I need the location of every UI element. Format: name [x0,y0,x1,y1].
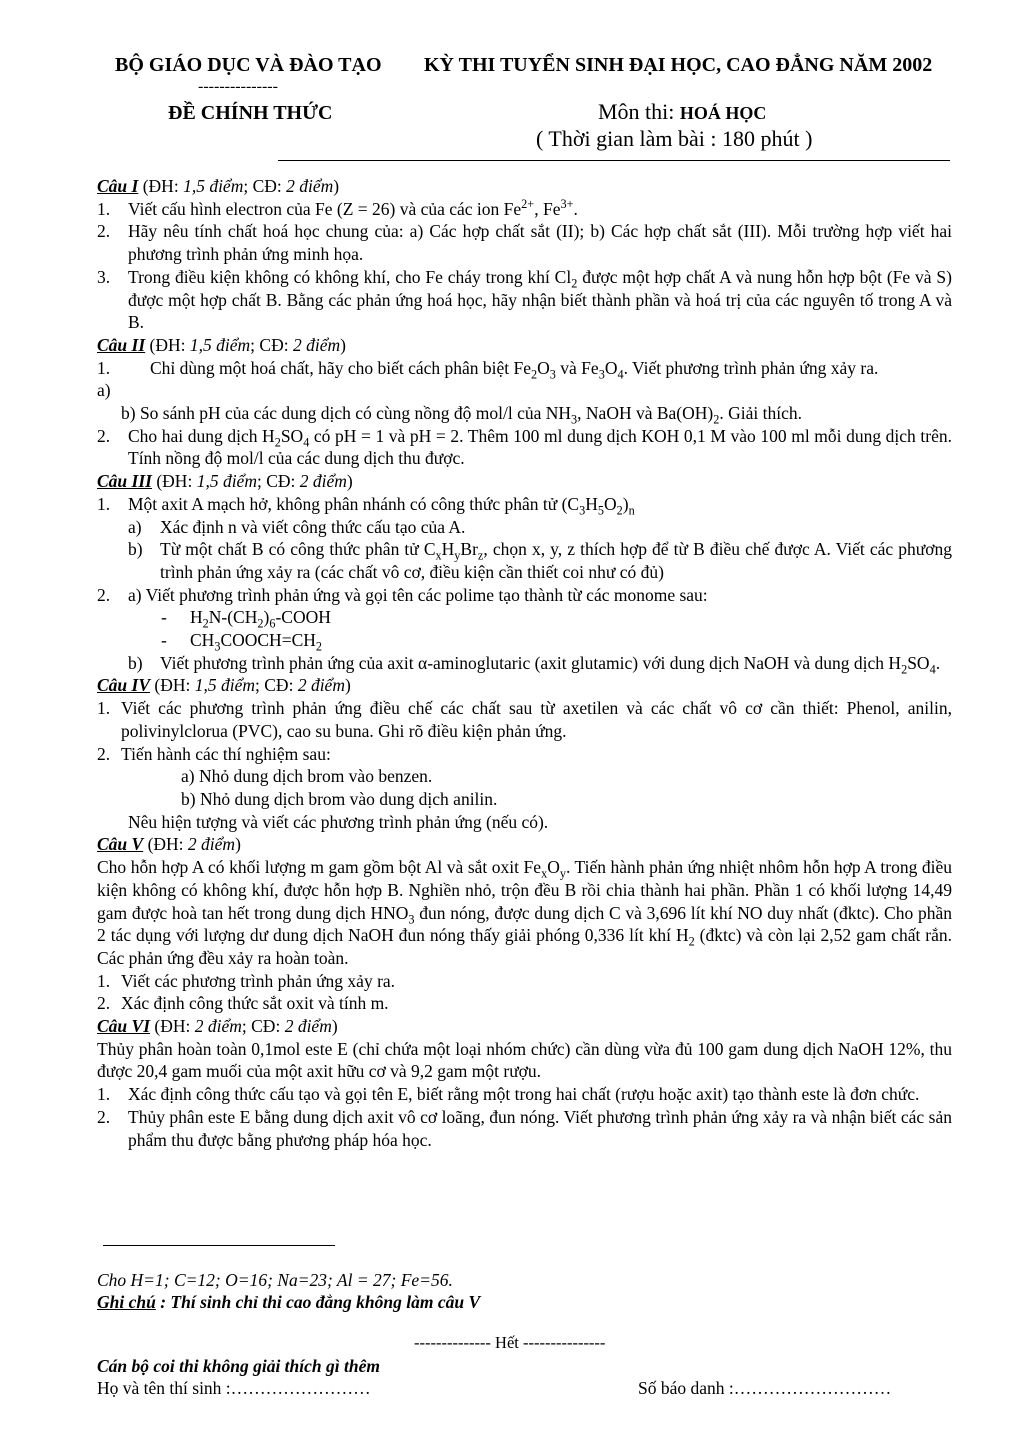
question-heading: Câu IV (ĐH: 1,5 điểm; CĐ: 2 điểm) [97,675,351,696]
exam-duration: ( Thời gian làm bài : 180 phút ) [536,126,813,151]
candidate-name-field: Họ và tên thí sinh :…………………… [97,1378,371,1398]
question-note: Nêu hiện tượng và viết các phương trình phản ứng (nếu có). [128,811,549,832]
end-marker: -------------- Hết --------------- [414,1333,606,1352]
header-dashes: --------------- [198,78,278,95]
question-item: 2. Cho hai dung dịch $H_2SO_4$ có pH = 1 và pH = 2. Thêm 100 ml dung dịch KOH 0,1 M vào 100 ml mỗi dung dịch trên. Tính nồng độ mol/l của các dung dịch thu được. [97,425,952,469]
header-divider [278,160,950,161]
question-item: 1. Viết các phương trình phản ứng xảy ra. [97,970,396,991]
exam-title: KỲ THI TUYỂN SINH ĐẠI HỌC, CAO ĐẲNG NĂM 2002 [424,54,933,76]
question-item: 3. Trong điều kiện không có không khí, cho Fe cháy trong khí $Cl_2$ được một hợp chất A và nung hỗn hợp bột (Fe và S) được một hợp chất B. Bằng các phản ứng hoá học, hãy nhận biết thành phần và hoá trị của các nguyên tố trong A và B. [97,266,952,333]
question-subitem: a) Xác định n và viết công thức cấu tạo của A. [128,516,466,537]
monomer-item: - $H_2N-(CH_2)_6$-COOH [161,607,331,631]
question-item: 2. Xác định công thức sắt oxit và tính m. [97,993,389,1014]
question-item: 2. Thủy phân este E bằng dung dịch axit vô cơ loãng, đun nóng. Viết phương trình phản ứng xảy ra và nhận biết các sản phẩm thu được bằng phương pháp hóa học. [97,1106,952,1150]
question-item: 1. Viết cấu hình electron của Fe (Z = 26) và của các ion $Fe^{2+}$, $Fe^{3+}$. [97,196,578,219]
question-heading: Câu III (ĐH: 1,5 điểm; CĐ: 2 điểm) [97,471,353,492]
exam-content [97,175,952,1151]
question-subitem: b) Từ một chất B có công thức phân tử $C_xH_yBr_z$, chọn x, y, z thích hợp để từ B điều chế được A. Viết các phương trình phản ứng xảy ra (các chất vô cơ, điều kiện cần thiết coi như có đủ) [128,539,952,582]
question-item: 2. Tiến hành các thí nghiệm sau: [97,743,331,764]
question-body: Cho hỗn hợp A có khối lượng m gam gồm bột Al và sắt oxit $Fe_xO_y$. Tiến hành phản ứng nhiệt nhôm hỗn hợp A trong điều kiện không có không khí, được hỗn hợp B. Nghiền nhỏ, trộn đều B rồi chia thành hai phần. Phần 1 có khối lượng 14,49 gam được hoà tan hết trong dung dịch $HNO_3$ đun nóng, được dung dịch C và 3,696 lít khí NO duy nhất (đktc). Cho phần 2 tác dụng với lượng dư dung dịch NaOH đun nóng thấy giải phóng 0,336 lít khí $H_2$ (đktc) và còn lại 2,52 gam chất rắn. Các phản ứng đều xảy ra hoàn toàn. [97,857,952,968]
ministry-name: BỘ GIÁO DỤC VÀ ĐÀO TẠO [115,54,382,76]
question-item: 1. Viết các phương trình phản ứng điều chế các chất sau từ axetilen và các chất vô cơ cần thiết: Phenol, anilin, polivinylclorua (PVC), cao su buna. Ghi rõ điều kiện phản ứng. [97,698,952,741]
official-label: ĐỀ CHÍNH THỨC [168,102,333,124]
question-item: 2. a) Viết phương trình phản ứng và gọi tên các polime tạo thành từ các monome sau: [97,584,708,605]
exam-note: Ghi chú : Thí sinh chỉ thi cao đẳng không làm câu V [97,1292,481,1312]
atomic-masses: Cho H=1; C=12; O=16; Na=23; Al = 27; Fe=56. [97,1270,453,1290]
exam-subject: Môn thi: HOÁ HỌC [598,99,767,124]
question-subitem: b) Viết phương trình phản ứng của axit α-aminoglutaric (axit glutamic) với dung dịch NaOH và dung dịch $H_2SO_4$. [128,652,941,677]
question-heading: Câu I (ĐH: 1,5 điểm; CĐ: 2 điểm) [97,176,340,196]
question-heading: Câu V (ĐH: 2 điểm) [97,834,241,855]
monomer-item: - $CH_3COOCH=CH_2$ [161,630,323,654]
footnote-divider [103,1245,335,1246]
question-item: 1. a) Chỉ dùng một hoá chất, hãy cho biết cách phân biệt $Fe_2O_3$ và $Fe_3O_4$. Viết phương trình phản ứng xảy ra. [97,357,879,401]
question-item: 2. Hãy nêu tính chất hoá học chung của: a) Các hợp chất sắt (II); b) Các hợp chất sắt (III). Mỗi trường hợp viết hai phương trình phản ứng minh họa. [97,221,952,265]
question-subitem: b) Nhỏ dung dịch brom vào dung dịch anilin. [181,788,498,809]
question-body: Thủy phân hoàn toàn 0,1mol este E (chỉ chứa một loại nhóm chức) cần dùng vừa đủ 100 gam dung dịch NaOH 12%, thu được 20,4 gam muối của một axit hữu cơ và 9,2 gam một rượu. [97,1038,952,1082]
question-subitem: b) So sánh pH của các dung dịch có cùng nồng độ mol/l của $NH_3$, NaOH và $Ba(OH)_2$. Giải thích. [121,403,802,427]
candidate-number-field: Số báo danh :……………………… [638,1378,892,1398]
question-item: 1. Xác định công thức cấu tạo và gọi tên E, biết rằng một trong hai chất (rượu hoặc axit) tạo thành este là đơn chức. [97,1084,920,1105]
question-subitem: a) Nhỏ dung dịch brom vào benzen. [181,766,433,787]
proctor-note: Cán bộ coi thi không giải thích gì thêm [97,1356,380,1376]
question-heading: Câu II (ĐH: 1,5 điểm; CĐ: 2 điểm) [97,334,346,355]
question-item: 1. Một axit A mạch hở, không phân nhánh có công thức phân tử $(C_3H_5O_2)_n$ [97,493,635,518]
question-heading: Câu VI (ĐH: 2 điểm; CĐ: 2 điểm) [97,1016,338,1037]
